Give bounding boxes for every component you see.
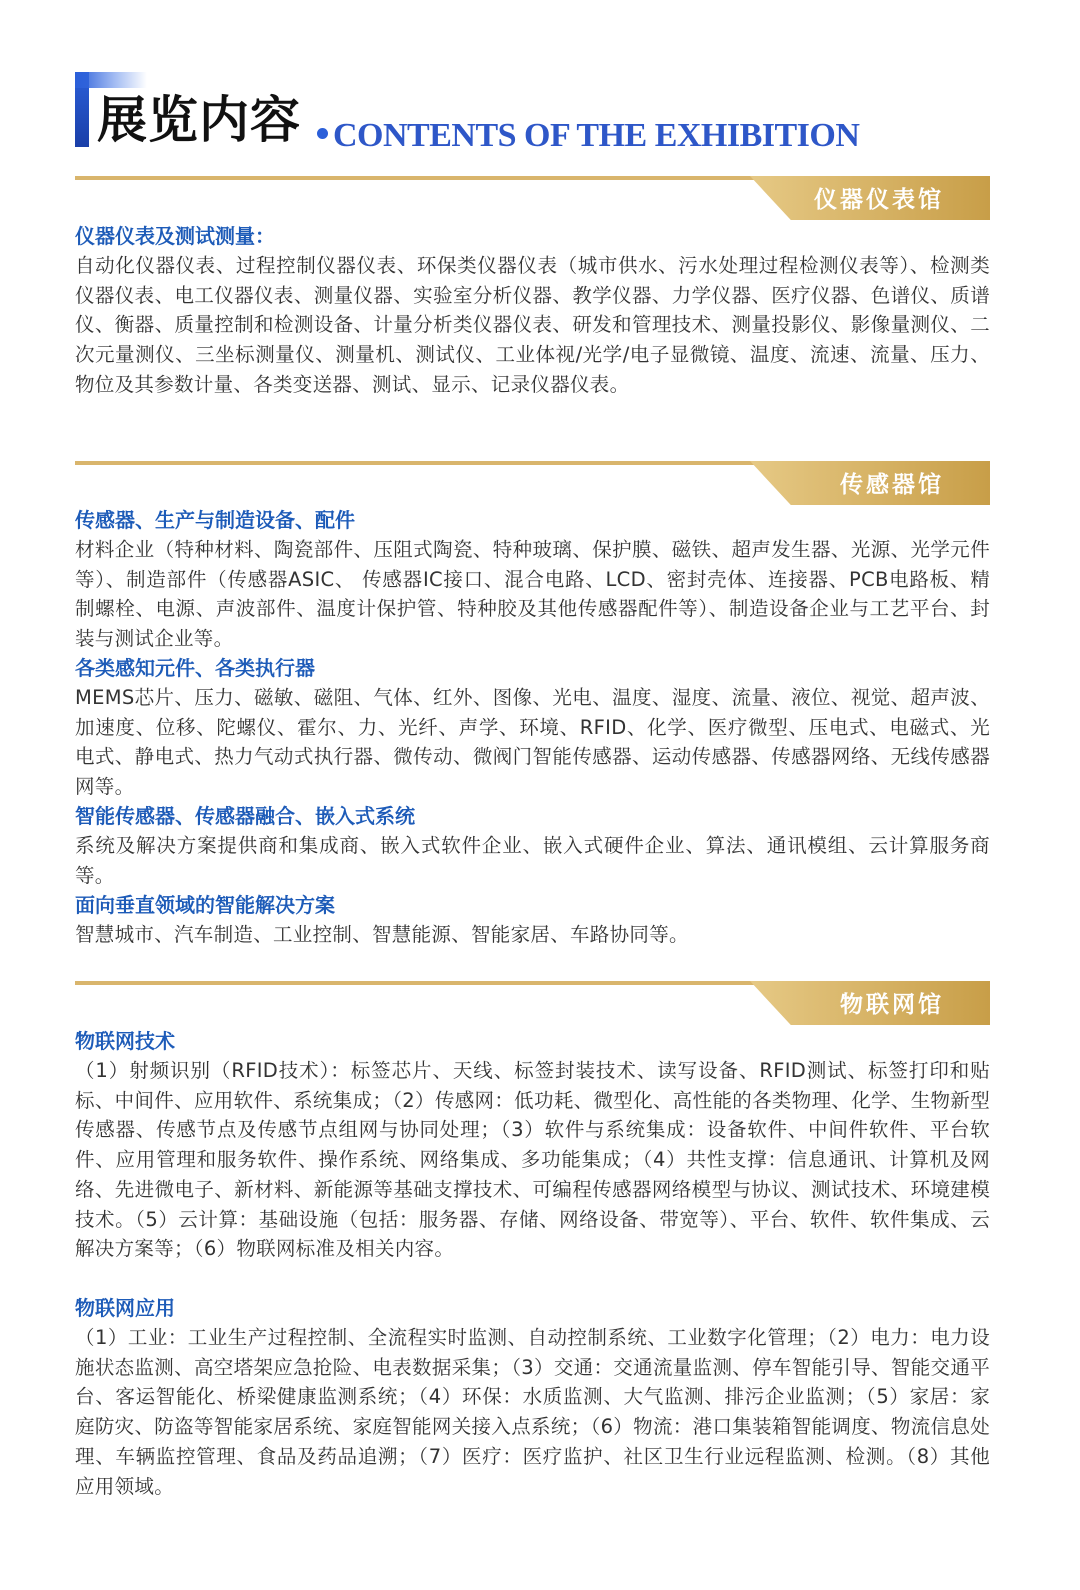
section-label: 传感器馆 [840, 472, 944, 498]
section-header-iot [75, 981, 990, 1025]
section-label: 仪器仪表馆 [814, 187, 944, 213]
block-text: 自动化仪器仪表、过程控制仪器仪表、环保类仪器仪表（城市供水、污水处理过程检测仪表等）、检测类仪器仪表、电工仪器仪表、测量仪器、实验室分析仪器、教学仪器、力学仪器、医疗仪器、色谱仪、质谱仪、衡器、质量控制和检测设备、计量分析类仪器仪表、研发和管理技术、测量投影仪、影像量测仪、二次元量测仪、三坐标测量仪、测量机、测试仪、工业体视/光学/电子显微镜、温度、流速、流量、压力、物位及其参数计量、各类变送器、测试、显示、记录仪器仪表。 [75, 254, 990, 396]
block-text: MEMS芯片、压力、磁敏、磁阻、气体、红外、图像、光电、温度、湿度、流量、液位、视觉、超声波、加速度、位移、陀螺仪、霍尔、力、光纤、声学、环境、RFID、化学、医疗微型、压电式、电磁式、光电式、静电式、热力气动式执行器、微传动、微阀门智能传感器、运动传感器、传感器网络、无线传感器网等。 [75, 686, 990, 799]
block-text: （1）工业：工业生产过程控制、全流程实时监测、自动控制系统、工业数字化管理；（2）电力：电力设施状态监测、高空塔架应急抢险、电表数据采集；（3）交通：交通流量监测、停车智能引导、智能交通平台、客运智能化、桥梁健康监测系统；（4）环保：水质监测、大气监测、排污企业监测；（5）家居：家庭防灾、防盗等智能家居系统、家庭智能网关接入点系统；（6）物流：港口集装箱智能调度、物流信息处理、车辆监控管理、食品及药品追溯；（7）医疗：医疗监护、社区卫生行业远程监测、检测。（8）其他应用领域。 [75, 1326, 990, 1498]
page-header [75, 72, 975, 162]
section-header-sensors [75, 461, 990, 505]
block-heading: 物联网技术 [75, 1029, 175, 1053]
header-accent-corner [75, 72, 147, 88]
section-header-instruments [75, 176, 990, 220]
block-text: 材料企业（特种材料、陶瓷部件、压阻式陶瓷、特种玻璃、保护膜、磁铁、超声发生器、光源、光学元件等）、制造部件（传感器ASIC、 传感器IC接口、混合电路、LCD、密封壳体、连接器、PCB电路板、精制螺栓、电源、声波部件、温度计保护管、特种胶及其他传感器配件等）、制造设备企业与工艺平台、封装与测试企业等。 [75, 538, 990, 651]
section-label: 物联网馆 [840, 992, 944, 1018]
block-heading: 传感器、生产与制造设备、配件 [75, 508, 355, 532]
block-heading: 仪器仪表及测试测量： [75, 224, 275, 248]
block-text: 智慧城市、汽车制造、工业控制、智慧能源、智能家居、车路协同等。 [75, 923, 689, 946]
block-heading: 智能传感器、传感器融合、嵌入式系统 [75, 804, 415, 828]
page-title-en: CONTENTS OF THE EXHIBITION [333, 117, 860, 154]
block-text: （1）射频识别（RFID技术）：标签芯片、天线、标签封装技术、读写设备、RFID测试、标签打印和贴标、中间件、应用软件、系统集成；（2）传感网：低功耗、微型化、高性能的各类物理、化学、生物新型传感器、传感节点及传感节点组网与协同处理；（3）软件与系统集成：设备软件、中间件软件、平台软件、应用管理和服务软件、操作系统、网络集成、多功能集成；（4）共性支撑：信息通讯、计算机及网络、先进微电子、新材料、新能源等基础支撑技术、可编程传感器网络模型与协议、测试技术、环境建模技术。（5）云计算：基础设施（包括：服务器、存储、网络设备、带宽等）、平台、软件、软件集成、云解决方案等；（6）物联网标准及相关内容。 [75, 1059, 990, 1261]
block-heading: 面向垂直领域的智能解决方案 [75, 893, 335, 917]
block-text: 系统及解决方案提供商和集成商、嵌入式软件企业、嵌入式硬件企业、算法、通讯模组、云计算服务商等。 [75, 834, 990, 887]
title-dot-icon [317, 128, 328, 139]
block-heading: 各类感知元件、各类执行器 [75, 656, 315, 680]
page-title-cn: 展览内容 [97, 91, 301, 149]
block-heading: 物联网应用 [75, 1296, 175, 1320]
